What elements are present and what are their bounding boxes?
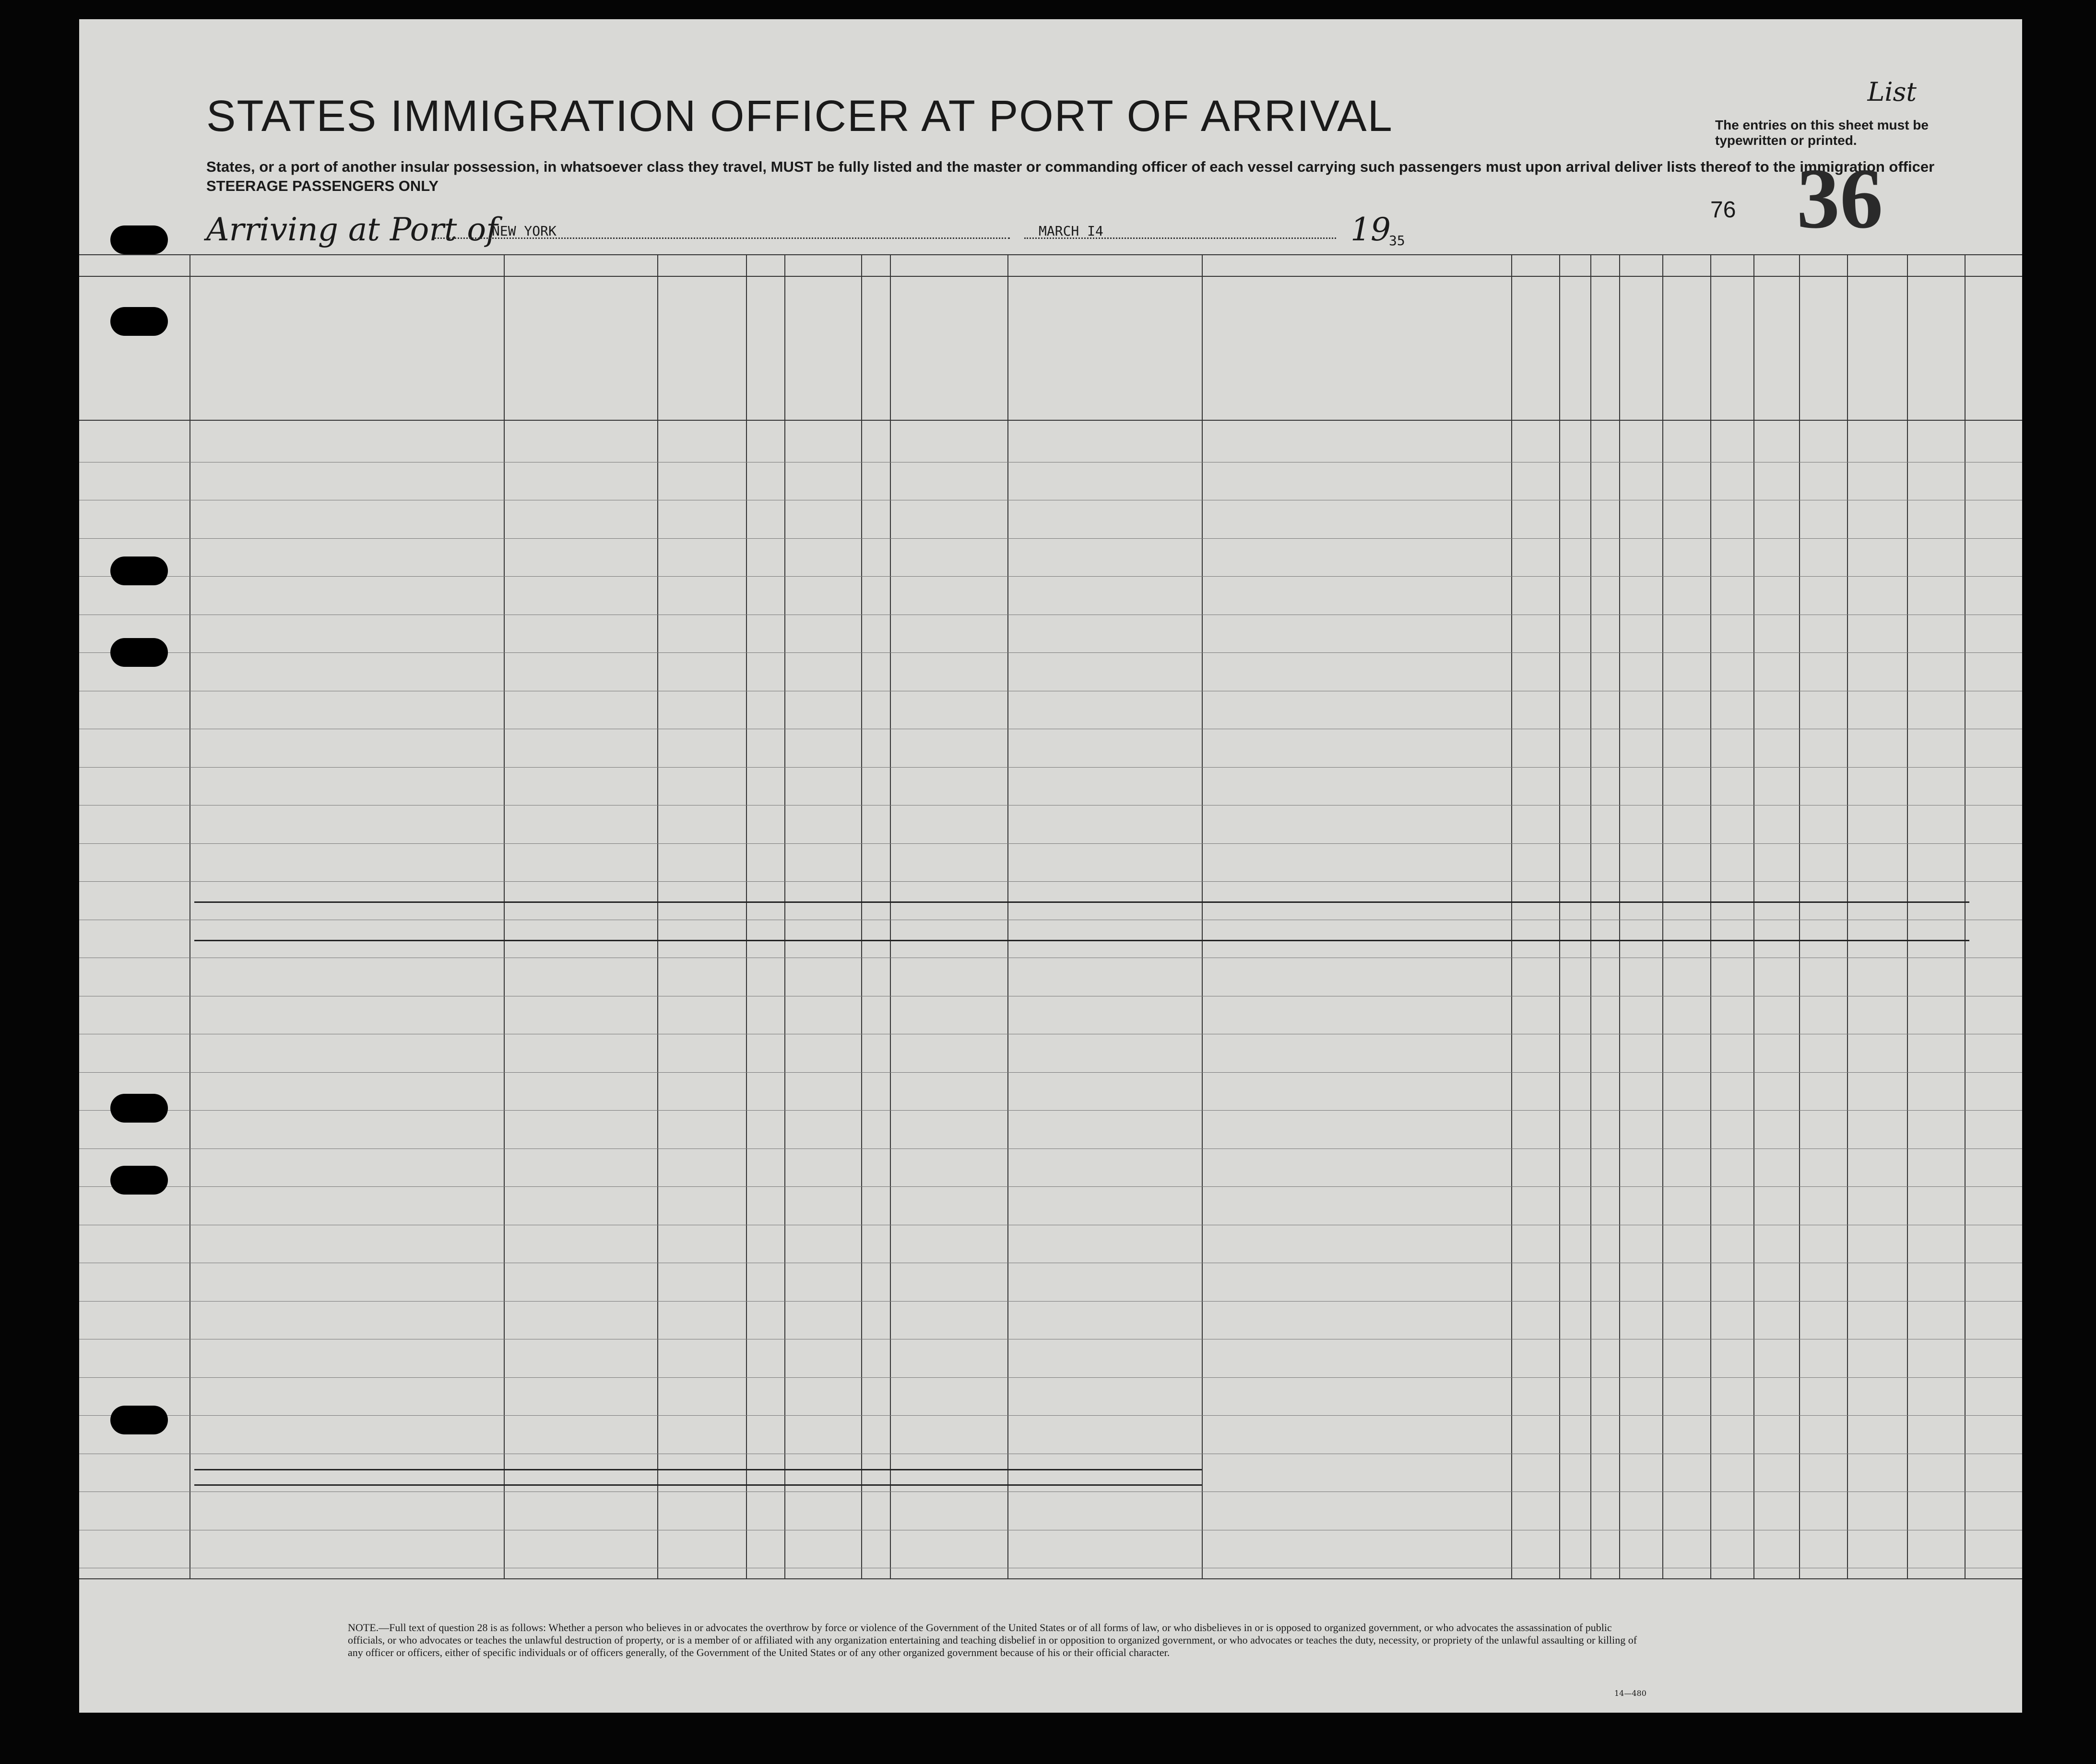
table-bottom-rule [79, 1578, 2022, 1579]
row-rule [79, 1301, 2022, 1302]
form-number: 14—480 [1614, 1689, 1646, 1698]
column-rule [746, 254, 747, 1578]
row-rule [79, 767, 2022, 768]
column-rule [784, 254, 785, 1578]
column-rule [1202, 254, 1203, 1578]
date-value: MARCH I4 [1039, 223, 1103, 239]
column-rule [1907, 254, 1908, 1578]
row-rule [79, 1072, 2022, 1073]
column-rule [1847, 254, 1848, 1578]
typewritten-note: The entries on this sheet must be typewritten or printed. [1715, 118, 1929, 148]
row-rule [79, 1148, 2022, 1149]
arriving-label: Arriving at Port of [206, 211, 498, 248]
column-rule [861, 254, 862, 1578]
row-rule [79, 1186, 2022, 1187]
list-number-small: 76 [1710, 197, 1736, 223]
manifest-table [79, 254, 2022, 1578]
form-title: STATES IMMIGRATION OFFICER AT PORT OF ARRIVAL [206, 92, 1393, 141]
year-prefix: 19 [1350, 211, 1391, 248]
column-rule [1965, 254, 1966, 1578]
footnote: NOTE.—Full text of question 28 is as follows: Whether a person who believes in or advocates the overthrow by force or violence of the Government of the United States or of all forms of law, or who disbelieves in or is opposed to organized government, or who advocates the assassination of public officials, or who advocates or teaches the unlawful destruction of property, or is a member of or affiliated with any organization entertaining and teaching disbelief in or opposition to organized government, or who advocates or teaches the duty, necessity, or propriety of the unlawful assaulting or killing of any officer or officers, either of specific individuals or of officers generally, of the Government of the United States or of any other organized government because of his or their official character. [348, 1622, 1637, 1658]
form-instructions: States, or a port of another insular possession, in whatsoever class they travel, MUST be fully listed and the master or commanding officer of each vessel carrying such passengers must upon arrival deliver lists thereof to the immigration officer [206, 158, 1935, 175]
column-rule [1007, 254, 1008, 1578]
steerage-label: STEERAGE PASSENGERS ONLY [206, 178, 439, 194]
punch-hole [110, 1406, 168, 1434]
port-value: NEW YORK [492, 223, 557, 239]
column-rule [1753, 254, 1754, 1578]
column-rule [1619, 254, 1620, 1578]
punch-hole [110, 1166, 168, 1195]
row-rule [79, 652, 2022, 653]
punch-hole [110, 556, 168, 585]
column-number-rule [79, 276, 2022, 277]
row-rule [79, 881, 2022, 882]
column-rule [1511, 254, 1512, 1578]
column-rule [657, 254, 658, 1578]
row-rule [79, 1110, 2022, 1111]
punch-hole [110, 1094, 168, 1123]
strike-through-line [194, 901, 1969, 903]
punch-hole [110, 638, 168, 667]
row-rule [79, 538, 2022, 539]
row-rule [79, 1415, 2022, 1416]
row-rule [79, 843, 2022, 844]
manifest-sheet [79, 19, 2022, 1713]
year-suffix: 35 [1389, 233, 1405, 249]
row-rule [79, 1377, 2022, 1378]
punch-hole [110, 225, 168, 254]
strike-through-line [194, 1469, 1202, 1470]
header-bottom-rule [79, 420, 2022, 421]
column-rule [1559, 254, 1560, 1578]
column-rule [1710, 254, 1711, 1578]
table-top-rule [79, 254, 2022, 255]
column-rule [890, 254, 891, 1578]
list-number: 36 [1797, 151, 1883, 246]
punch-hole [110, 307, 168, 336]
strike-through-line [194, 940, 1969, 941]
column-rule [189, 254, 190, 1578]
column-rule [504, 254, 505, 1578]
row-rule [79, 576, 2022, 577]
strike-through-line [194, 1484, 1202, 1486]
list-label: List [1867, 77, 1917, 107]
column-rule [1662, 254, 1663, 1578]
column-rule [1799, 254, 1800, 1578]
column-rule [1590, 254, 1591, 1578]
